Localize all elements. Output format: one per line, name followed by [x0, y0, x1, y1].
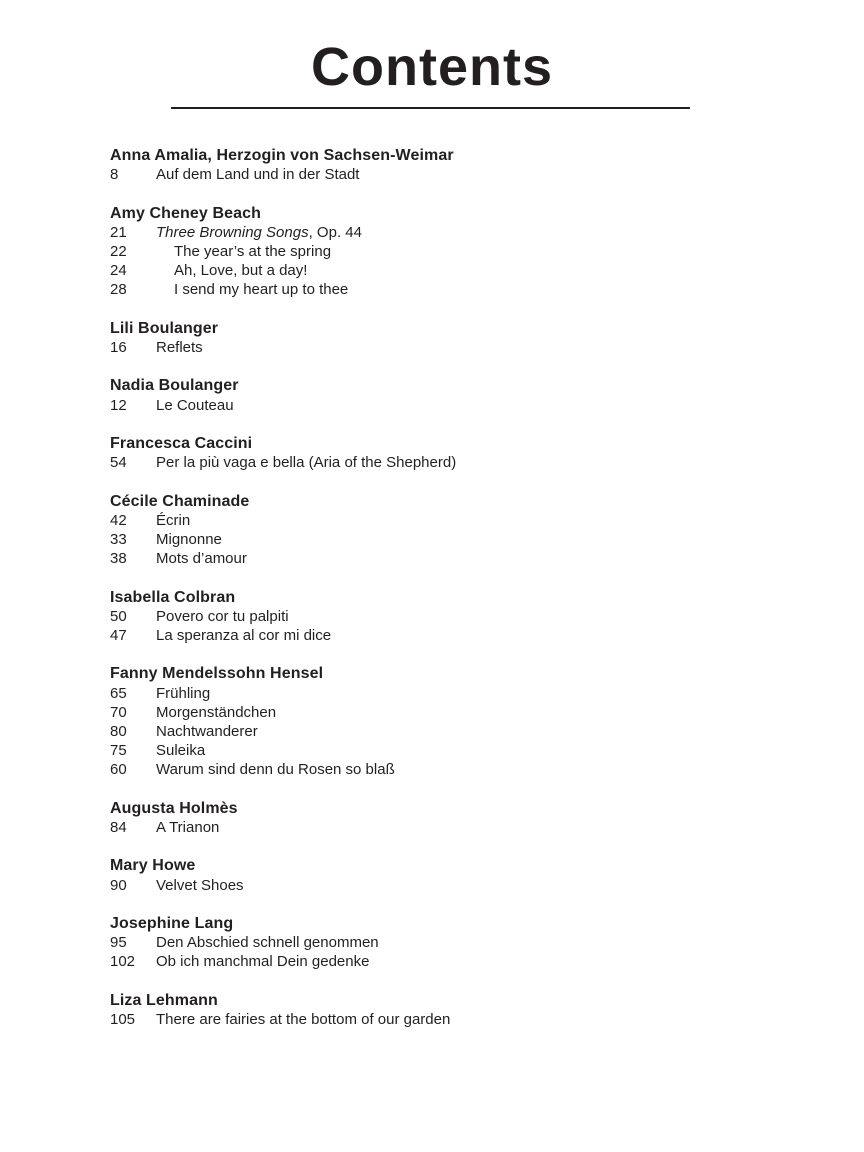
toc-entry	[110, 280, 750, 299]
composer-name: Liza Lehmann	[110, 991, 218, 1009]
composer-section	[110, 146, 750, 184]
toc-entry	[110, 626, 750, 645]
song-title: Velvet Shoes	[156, 876, 244, 894]
toc-entry	[110, 741, 750, 760]
toc-entry	[110, 511, 750, 530]
song-title: Auf dem Land und in der Stadt	[156, 166, 360, 184]
toc-entry	[110, 453, 750, 472]
song-title: There are fairies at the bottom of our garden	[156, 1010, 451, 1028]
entry-page-number: 105	[110, 1010, 136, 1028]
toc-entry	[110, 703, 750, 722]
song-title: Reflets	[156, 339, 203, 356]
composer-name: Francesca Caccini	[110, 434, 253, 452]
composer-section	[110, 664, 750, 779]
song-title: Three Browning Songs, Op. 44	[156, 223, 362, 241]
entry-page-number: 22	[110, 243, 127, 260]
composer-section	[110, 799, 750, 837]
entry-page-number: 90	[110, 876, 127, 894]
entry-page-number: 24	[110, 262, 127, 280]
composer-section	[110, 376, 750, 414]
composer-section	[110, 856, 750, 894]
composer-name: Amy Cheney Beach	[110, 204, 261, 222]
entry-page-number: 12	[110, 396, 127, 414]
entry-page-number: 80	[110, 722, 127, 740]
toc-entry	[110, 952, 750, 971]
song-title: Frühling	[156, 684, 211, 702]
entry-page-number: 21	[110, 223, 127, 241]
composer-section	[110, 434, 750, 472]
song-title: La speranza al cor mi dice	[156, 626, 332, 644]
entry-page-number: 38	[110, 550, 127, 568]
title-underline-rule	[171, 107, 690, 109]
composer-section	[110, 319, 750, 357]
entry-page-number: 60	[110, 761, 127, 779]
song-title: Morgenständchen	[156, 703, 277, 721]
song-title: Warum sind denn du Rosen so blaß	[156, 761, 395, 779]
entry-page-number: 50	[110, 607, 127, 625]
toc-entry	[110, 607, 750, 626]
toc-entry	[110, 722, 750, 741]
composer-name: Cécile Chaminade	[110, 492, 250, 510]
toc-entry	[110, 818, 750, 837]
composer-name: Augusta Holmès	[110, 799, 238, 817]
composer-name: Anna Amalia, Herzogin von Sachsen-Weimar	[110, 147, 454, 164]
entry-page-number: 75	[110, 742, 127, 760]
entry-page-number: 8	[110, 166, 119, 184]
composer-name: Nadia Boulanger	[110, 377, 239, 395]
song-title: Écrin	[156, 511, 191, 529]
song-title: Nachtwanderer	[156, 722, 258, 740]
toc-entry	[110, 933, 750, 952]
toc-entry	[110, 760, 750, 779]
song-title: I send my heart up to thee	[174, 281, 349, 299]
entry-page-number: 54	[110, 454, 127, 472]
entry-page-number: 65	[110, 684, 127, 702]
composer-name: Lili Boulanger	[110, 319, 219, 337]
toc-entry	[110, 223, 750, 242]
toc-entry	[110, 549, 750, 568]
entry-page-number: 28	[110, 281, 127, 299]
entry-page-number: 47	[110, 626, 127, 644]
entry-page-number: 84	[110, 818, 127, 836]
song-title: Per la più vaga e bella (Aria of the Shepherd)	[156, 454, 457, 472]
composer-section	[110, 204, 750, 300]
composer-name: Josephine Lang	[110, 914, 234, 932]
entry-page-number: 70	[110, 703, 127, 721]
toc-entry	[110, 1010, 750, 1029]
toc-entry	[110, 396, 750, 415]
song-title: Ah, Love, but a day!	[174, 262, 308, 280]
song-title: Mignonne	[156, 530, 222, 548]
song-title: The year’s at the spring	[174, 243, 332, 260]
toc-entry	[110, 338, 750, 357]
toc-entry	[110, 530, 750, 549]
song-title: A Trianon	[156, 818, 220, 836]
composer-section	[110, 991, 750, 1029]
toc-list	[110, 146, 750, 1048]
toc-entry	[110, 261, 750, 280]
toc-entry	[110, 876, 750, 895]
composer-section	[110, 914, 750, 972]
song-title: Le Couteau	[156, 396, 234, 414]
toc-entry	[110, 165, 750, 184]
toc-entry	[110, 684, 750, 703]
composer-section	[110, 492, 750, 569]
entry-page-number: 33	[110, 530, 127, 548]
song-title: Suleika	[156, 742, 206, 760]
composer-name: Mary Howe	[110, 857, 196, 875]
entry-page-number: 42	[110, 511, 127, 529]
composer-name: Isabella Colbran	[110, 588, 236, 606]
composer-section	[110, 588, 750, 646]
song-title: Den Abschied schnell genommen	[156, 934, 379, 952]
page-title: Contents	[311, 37, 553, 97]
song-title: Mots d’amour	[156, 550, 247, 568]
toc-entry	[110, 242, 750, 261]
entry-page-number: 102	[110, 953, 136, 971]
entry-page-number: 95	[110, 934, 127, 952]
song-title: Ob ich manchmal Dein gedenke	[156, 953, 370, 971]
composer-name: Fanny Mendelssohn Hensel	[110, 665, 324, 683]
song-title: Povero cor tu palpiti	[156, 607, 289, 625]
entry-page-number: 16	[110, 339, 127, 356]
